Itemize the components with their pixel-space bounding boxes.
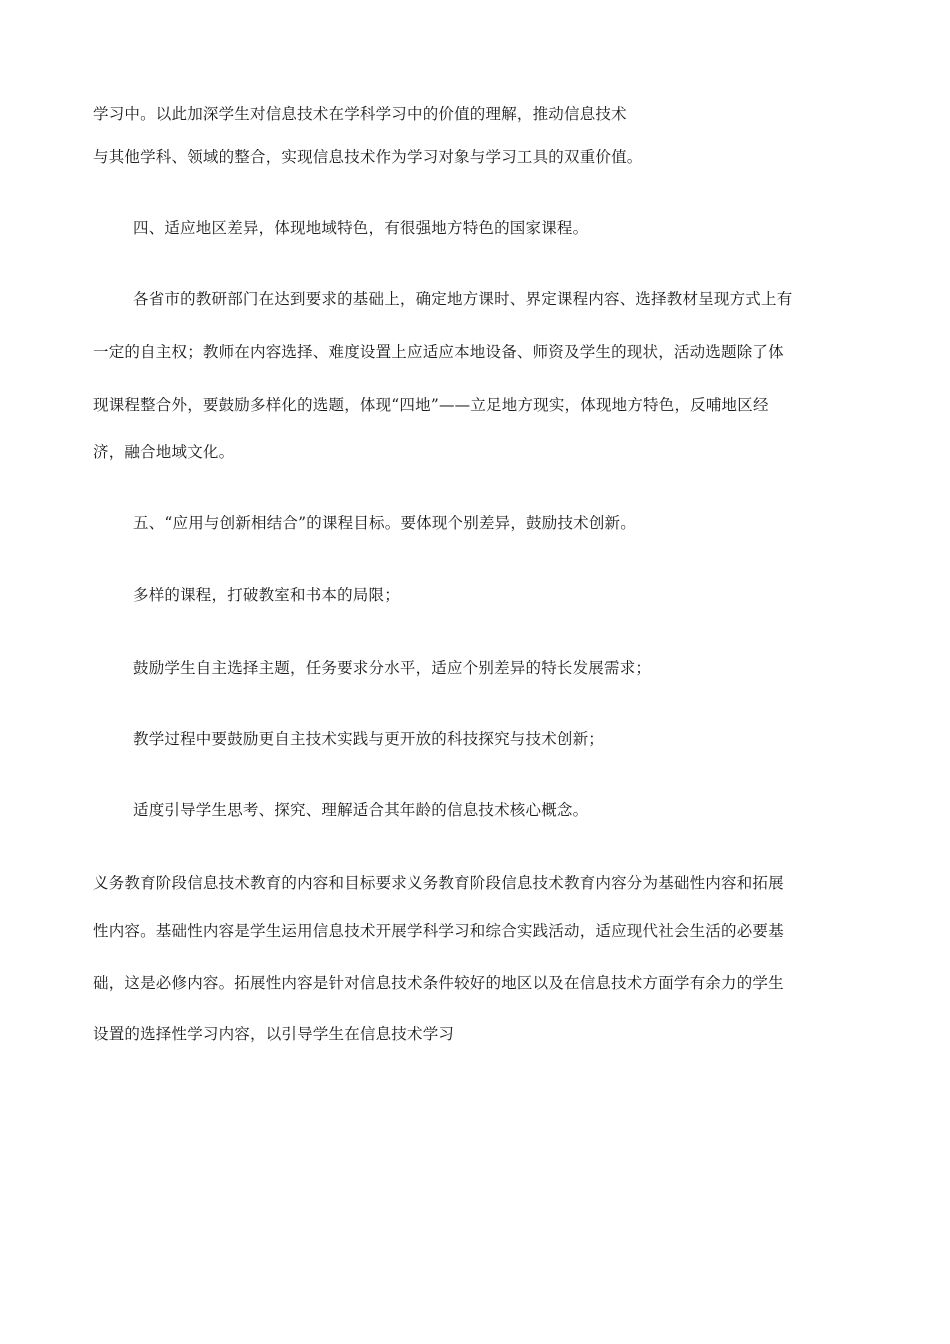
section-heading: 四、适应地区差异，体现地域特色，有很强地方特色的国家课程。 bbox=[133, 219, 589, 237]
text-line: 一定的自主权；教师在内容选择、难度设置上应适应本地设备、师资及学生的现状，活动选题除了体 bbox=[93, 343, 784, 361]
list-item: 多样的课程，打破教室和书本的局限； bbox=[133, 586, 400, 604]
text-line: 性内容。基础性内容是学生运用信息技术开展学科学习和综合实践活动，适应现代社会生活的必要基 bbox=[93, 922, 784, 940]
section-heading: 五、“应用与创新相结合”的课程目标。要体现个别差异，鼓励技术创新。 bbox=[133, 514, 636, 532]
text-line: 济，融合地域文化。 bbox=[93, 443, 235, 461]
text-line: 义务教育阶段信息技术教育的内容和目标要求义务教育阶段信息技术教育内容分为基础性内容和拓展 bbox=[93, 874, 784, 892]
text-line: 础，这是必修内容。拓展性内容是针对信息技术条件较好的地区以及在信息技术方面学有余力的学生 bbox=[93, 974, 784, 992]
text-line: 与其他学科、领域的整合，实现信息技术作为学习对象与学习工具的双重价值。 bbox=[93, 148, 643, 166]
text-line: 学习中。以此加深学生对信息技术在学科学习中的价值的理解，推动信息技术 bbox=[93, 105, 627, 123]
list-item: 适度引导学生思考、探究、理解适合其年龄的信息技术核心概念。 bbox=[133, 801, 589, 819]
list-item: 鼓励学生自主选择主题，任务要求分水平，适应个别差异的特长发展需求； bbox=[133, 659, 652, 677]
list-item: 教学过程中要鼓励更自主技术实践与更开放的科技探究与技术创新； bbox=[133, 730, 605, 748]
text-line: 设置的选择性学习内容，以引导学生在信息技术学习 bbox=[93, 1025, 455, 1043]
text-line: 各省市的教研部门在达到要求的基础上，确定地方课时、界定课程内容、选择教材呈现方式上有 bbox=[133, 290, 793, 308]
text-line: 现课程整合外，要鼓励多样化的选题，体现“四地”——立足地方现实，体现地方特色，反哺地区经 bbox=[93, 396, 769, 414]
